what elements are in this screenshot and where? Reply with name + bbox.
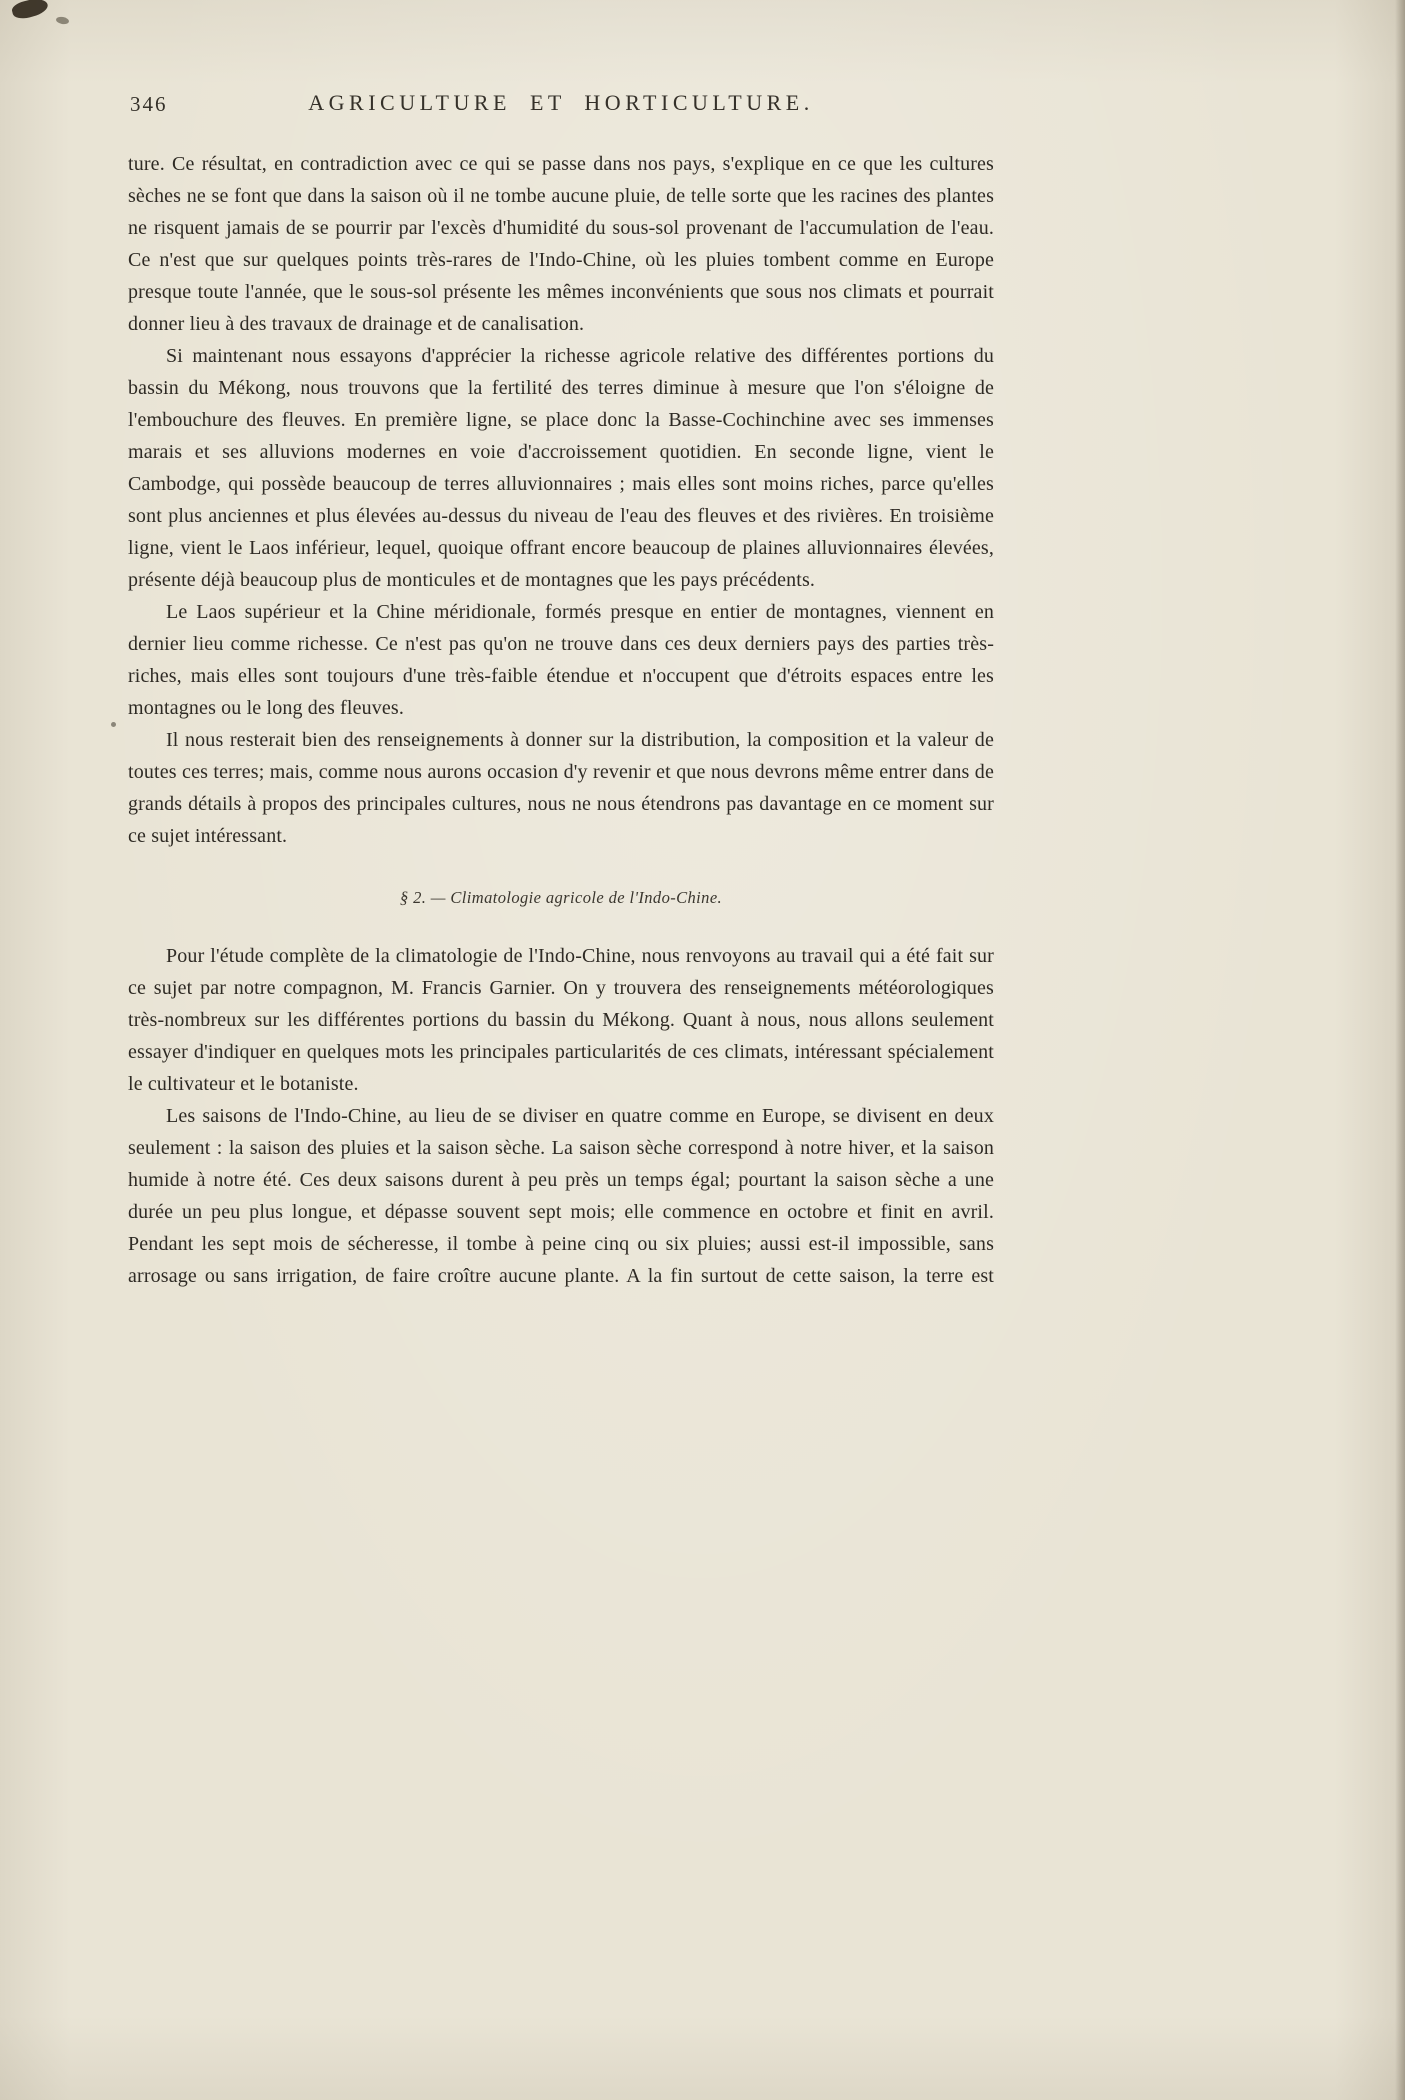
page-header (128, 90, 994, 124)
scan-speck (10, 0, 49, 21)
paragraph: Il nous resterait bien des renseignements à donner sur la distribution, la composition et la valeur de toutes ces terres; mais, comme nous aurons occasion d'y revenir et que nous devrons même entrer dans de grands détails à propos des principales cultures, nous ne nous étendrons pas davantage en ce moment sur ce sujet intéressant. (128, 729, 994, 847)
page-edge-shadow (1395, 0, 1405, 2100)
text-column (128, 90, 994, 1292)
paragraph: Les saisons de l'Indo-Chine, au lieu de se diviser en quatre comme en Europe, se divisent en deux seulement : la saison des pluies et la saison sèche. La saison sèche correspond à notre hiver, et la saison humide à notre été. Ces deux saisons durent à peu près un temps égal; pourtant la saison sèche a une durée un peu plus longue, et dépasse souvent sept mois; elle commence en octobre et finit en avril. Pendant les sept mois de sécheresse, il tombe à peine cinq ou six pluies; aussi est-il impossible, sans arrosage ou sans irrigation, de faire croître aucune plante. A la fin surtout de cette saison, la terre est (128, 1105, 994, 1287)
text-body (128, 148, 994, 1292)
scan-speck (55, 16, 69, 25)
scan-speck (111, 722, 116, 727)
running-header: AGRICULTURE ET HORTICULTURE. (308, 90, 814, 115)
paragraph: ture. Ce résultat, en contradiction avec ce qui se passe dans nos pays, s'explique en ce que les cultures sèches ne se font que dans la saison où il ne tombe aucune pluie, de telle sorte que les racines des plantes ne risquent jamais de se pourrir par l'excès d'humidité du sous-sol provenant de l'accumulation de l'eau. Ce n'est que sur quelques points très-rares de l'Indo-Chine, où les pluies tombent comme en Europe presque toute l'année, que le sous-sol présente les mêmes inconvénients que sous nos climats et pourrait donner lieu à des travaux de drainage et de canalisation. (128, 153, 994, 335)
paragraph: Si maintenant nous essayons d'apprécier la richesse agricole relative des différentes portions du bassin du Mékong, nous trouvons que la fertilité des terres diminue à mesure que l'on s'éloigne de l'embouchure des fleuves. En première ligne, se place donc la Basse-Cochinchine avec ses immenses marais et ses alluvions modernes en voie d'accroissement quotidien. En seconde ligne, vient le Cambodge, qui possède beaucoup de terres alluvionnaires ; mais elles sont moins riches, parce qu'elles sont plus anciennes et plus élevées au-dessus du niveau de l'eau des fleuves et des rivières. En troisième ligne, vient le Laos inférieur, lequel, quoique offrant encore beaucoup de plaines alluvionnaires élevées, présente déjà beaucoup plus de monticules et de montagnes que les pays précédents. (128, 345, 994, 591)
paragraph: Pour l'étude complète de la climatologie de l'Indo-Chine, nous renvoyons au travail qui a été fait sur ce sujet par notre compagnon, M. Francis Garnier. On y trouvera des renseignements météorologiques très-nombreux sur les différentes portions du bassin du Mékong. Quant à nous, nous allons seulement essayer d'indiquer en quelques mots les principales particularités de ces climats, intéressant spécialement le cultivateur et le botaniste. (128, 945, 994, 1095)
section-heading: § 2. — Climatologie agricole de l'Indo-Chine. (399, 888, 723, 907)
paragraph: Le Laos supérieur et la Chine méridionale, formés presque en entier de montagnes, viennent en dernier lieu comme richesse. Ce n'est pas qu'on ne trouve dans ces deux derniers pays des parties très-riches, mais elles sont toujours d'une très-faible étendue et n'occupent que d'étroits espaces entre les montagnes ou le long des fleuves. (128, 601, 994, 719)
page-number: 346 (130, 92, 168, 116)
